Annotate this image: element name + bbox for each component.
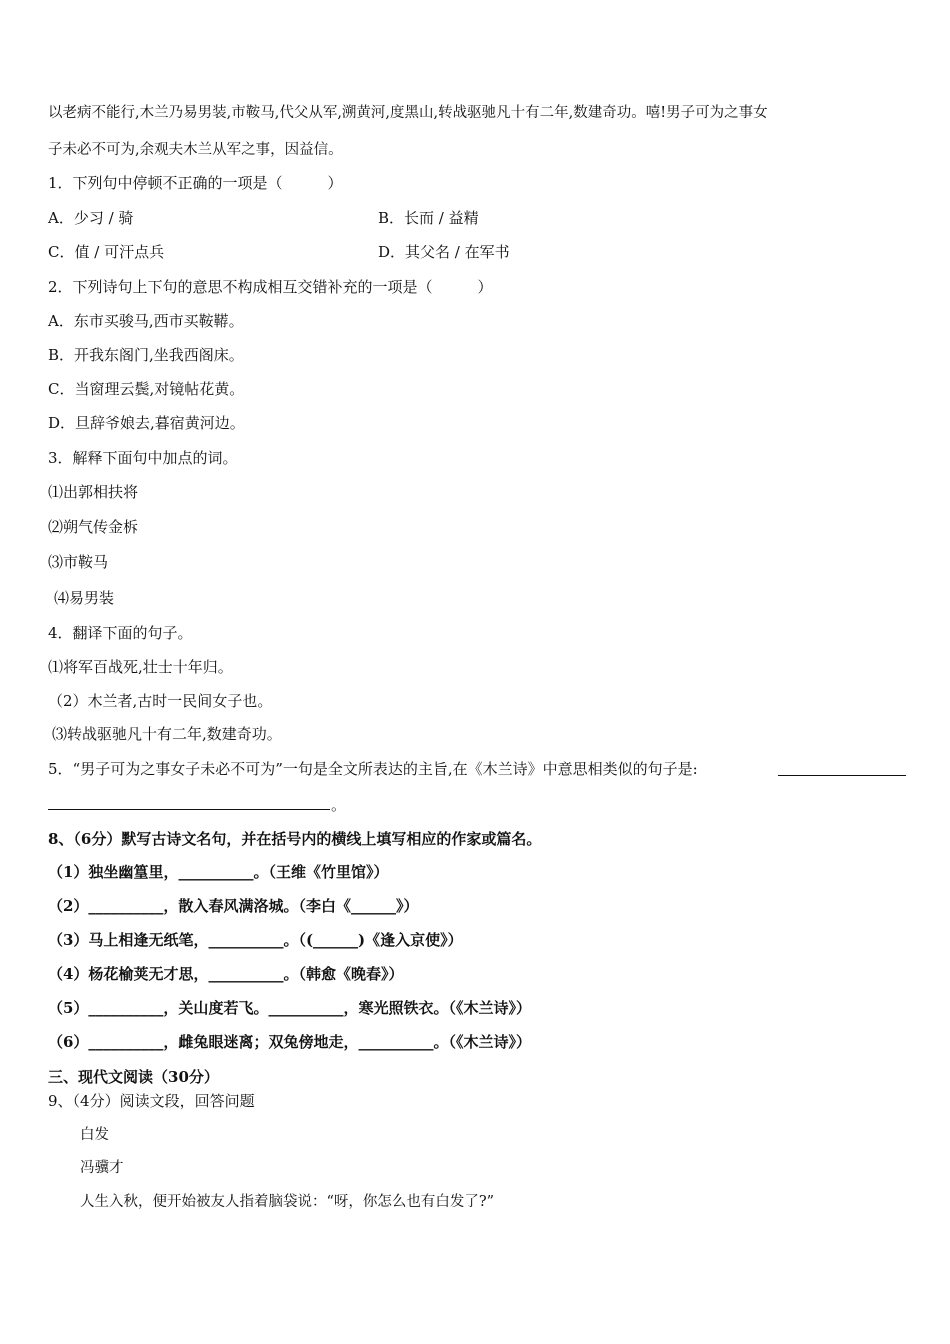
question-3-item-2: ⑵朔气传金柝 — [48, 518, 139, 536]
question-2-stem: 2．下列诗句上下句的意思不构成相互交错补充的一项是（ ） — [48, 278, 493, 296]
question-5-answer-blank-2 — [48, 809, 330, 810]
question-5-stem: 5．“男子可为之事女子未必不可为”一句是全文所表达的主旨,在《木兰诗》中意思相类似的句子是: — [48, 760, 698, 778]
question-3-item-1: ⑴出郭相扶将 — [48, 483, 139, 501]
question-3-stem: 3．解释下面句中加点的词。 — [48, 449, 238, 467]
question-1-option-b: B．长而 / 益精 — [378, 209, 479, 227]
question-8-item-3: （3）马上相逢无纸笔，__________。（(______)《逢入京使》） — [48, 931, 463, 949]
question-1-stem: 1．下列句中停顿不正确的一项是（ ） — [48, 174, 343, 192]
question-3-item-3: ⑶市鞍马 — [48, 553, 109, 571]
question-5-answer-blank-1 — [778, 775, 906, 776]
question-2-option-c: C．当窗理云鬓,对镜帖花黄。 — [48, 380, 245, 398]
question-8-item-6: （6）__________，雌兔眼迷离；双兔傍地走，__________。（《木兰诗》） — [48, 1033, 531, 1051]
question-8-item-1: （1）独坐幽篁里，__________。（王维《竹里馆》） — [48, 863, 389, 881]
question-1-option-d: D．其父名 / 在军书 — [378, 243, 510, 261]
section-3-heading: 三、现代文阅读（30分） — [48, 1068, 219, 1086]
question-1-option-a: A．少习 / 骑 — [48, 209, 134, 227]
reading-line-1: 人生入秋，便开始被友人指着脑袋说：“呀，你怎么也有白发了?” — [80, 1194, 495, 1210]
question-5-end: 。 — [331, 796, 347, 814]
question-8-item-2: （2）__________，散入春风满洛城。（李白《______》） — [48, 897, 419, 915]
question-4-item-2: （2）木兰者,古时一民间女子也。 — [48, 692, 273, 710]
question-9-stem: 9、（4分）阅读文段，回答问题 — [48, 1092, 255, 1110]
passage-line-1: 以老病不能行,木兰乃易男装,市鞍马,代父从军,溯黄河,度黑山,转战驱驰凡十有二年,数建奇功。嘻!男子可为之事女 — [48, 105, 768, 121]
question-2-option-d: D．旦辞爷娘去,暮宿黄河边。 — [48, 414, 245, 432]
reading-title: 白发 — [80, 1127, 109, 1143]
question-3-item-4: ⑷易男装 — [54, 589, 115, 607]
question-2-option-b: B．开我东阁门,坐我西阁床。 — [48, 346, 244, 364]
question-4-item-3: ⑶转战驱驰凡十有二年,数建奇功。 — [52, 725, 282, 743]
question-8-stem: 8、（6分）默写古诗文名句，并在括号内的横线上填写相应的作家或篇名。 — [48, 830, 542, 848]
question-4-stem: 4．翻译下面的句子。 — [48, 624, 193, 642]
question-2-option-a: A．东市买骏马,西市买鞍鞯。 — [48, 312, 244, 330]
passage-line-2: 子未必不可为,余观夫木兰从军之事，因益信。 — [48, 142, 343, 158]
question-1-option-c: C．值 / 可汗点兵 — [48, 243, 165, 261]
question-8-item-4: （4）杨花榆荚无才思，__________。（韩愈《晚春》） — [48, 965, 404, 983]
question-4-item-1: ⑴将军百战死,壮士十年归。 — [48, 658, 233, 676]
question-8-item-5: （5）__________，关山度若飞。__________，寒光照铁衣。（《木兰诗》） — [48, 999, 531, 1017]
reading-author: 冯骥才 — [80, 1160, 124, 1176]
